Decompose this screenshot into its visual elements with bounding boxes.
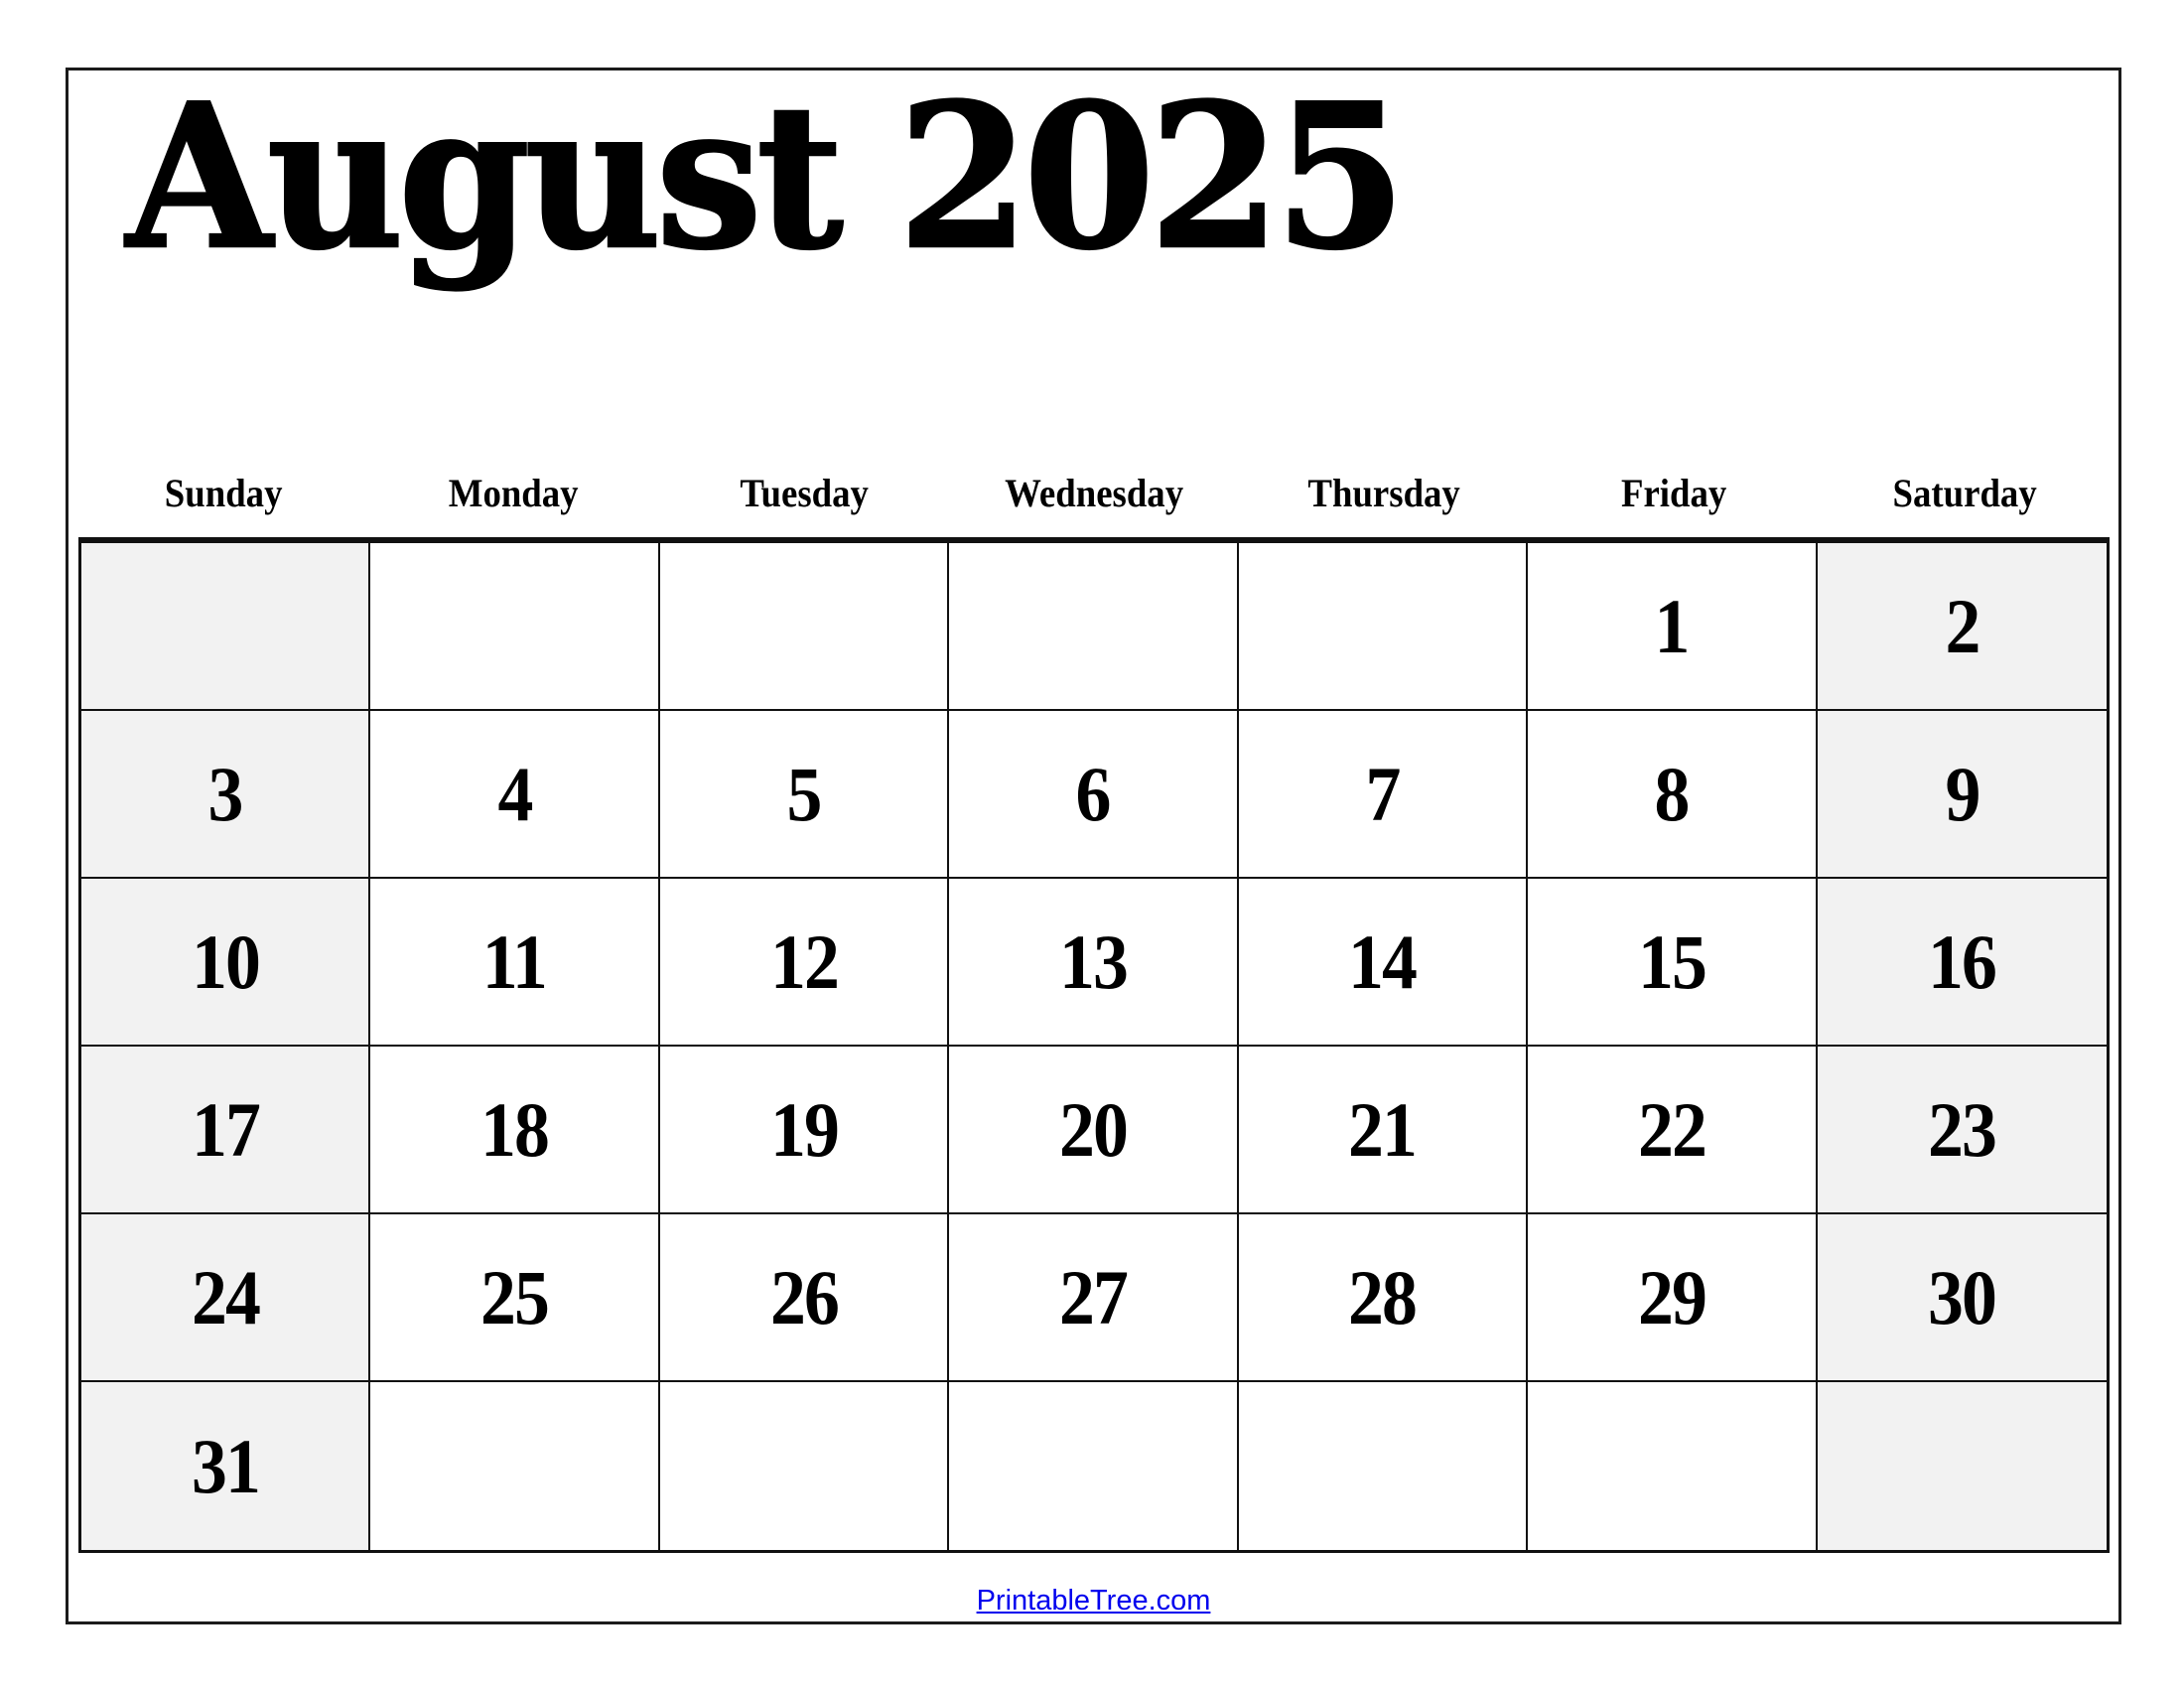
day-cell (660, 1214, 949, 1382)
day-cell (949, 879, 1238, 1047)
day-number: 5 (786, 750, 821, 837)
day-number: 12 (769, 917, 838, 1005)
day-number: 2 (1945, 582, 1979, 669)
day-number: 24 (191, 1253, 259, 1340)
day-cell (81, 1382, 370, 1550)
day-cell (1528, 543, 1817, 711)
day-number: 15 (1637, 917, 1706, 1005)
weekday-header-sunday: Sunday (164, 470, 283, 515)
day-number: 9 (1945, 750, 1979, 837)
day-number: 23 (1928, 1085, 1996, 1173)
day-cell (1239, 879, 1528, 1047)
day-cell (81, 543, 370, 711)
day-cell (1239, 543, 1528, 711)
day-cell (949, 1214, 1238, 1382)
day-number: 17 (191, 1085, 259, 1173)
day-number: 19 (769, 1085, 838, 1173)
day-cell (370, 879, 659, 1047)
day-number: 27 (1058, 1253, 1128, 1340)
day-cell (1239, 1382, 1528, 1550)
weekday-header-thursday: Thursday (1307, 470, 1460, 515)
day-cell (81, 879, 370, 1047)
day-cell (1818, 1382, 2107, 1550)
day-cell (81, 1047, 370, 1214)
day-cell (949, 1047, 1238, 1214)
day-cell (1818, 711, 2107, 879)
day-cell (949, 543, 1238, 711)
calendar-grid (78, 537, 2110, 1553)
day-number: 31 (191, 1422, 259, 1509)
day-cell (1528, 1214, 1817, 1382)
day-cell (660, 543, 949, 711)
day-cell (1818, 1047, 2107, 1214)
weekday-header-wednesday: Wednesday (1004, 470, 1183, 515)
weekday-header-row (78, 468, 2110, 517)
day-cell (370, 711, 659, 879)
footer (68, 1585, 2118, 1618)
day-cell (1239, 711, 1528, 879)
day-number: 18 (480, 1085, 549, 1173)
day-cell (1818, 879, 2107, 1047)
day-cell (660, 1382, 949, 1550)
day-cell (81, 1214, 370, 1382)
day-cell (660, 1047, 949, 1214)
day-number: 28 (1348, 1253, 1417, 1340)
printabletree-link[interactable]: PrintableTree.com (976, 1585, 1211, 1617)
day-cell (1528, 1047, 1817, 1214)
day-cell (1239, 1214, 1528, 1382)
day-number: 20 (1058, 1085, 1128, 1173)
weekday-header-friday: Friday (1621, 470, 1727, 515)
day-cell (1528, 711, 1817, 879)
day-number: 11 (482, 917, 547, 1005)
day-cell (370, 1047, 659, 1214)
day-cell (949, 711, 1238, 879)
day-number: 25 (480, 1253, 549, 1340)
day-number: 4 (497, 750, 532, 837)
day-cell (660, 711, 949, 879)
day-cell (660, 879, 949, 1047)
day-number: 30 (1928, 1253, 1996, 1340)
day-number: 14 (1348, 917, 1417, 1005)
page-frame (66, 61, 2121, 1624)
day-number: 26 (769, 1253, 838, 1340)
day-number: 29 (1637, 1253, 1706, 1340)
day-cell (370, 1382, 659, 1550)
day-number: 21 (1348, 1085, 1417, 1173)
day-number: 22 (1637, 1085, 1706, 1173)
day-cell (1239, 1047, 1528, 1214)
day-cell (1528, 879, 1817, 1047)
page-title: August 2025 (126, 61, 1401, 294)
day-cell (1818, 543, 2107, 711)
day-number: 3 (207, 750, 242, 837)
day-number: 8 (1654, 750, 1689, 837)
day-cell (1528, 1382, 1817, 1550)
day-number: 10 (191, 917, 259, 1005)
day-number: 13 (1058, 917, 1128, 1005)
day-number: 1 (1654, 582, 1689, 669)
day-cell (1818, 1214, 2107, 1382)
weekday-header-monday: Monday (448, 470, 579, 515)
weekday-header-saturday: Saturday (1892, 470, 2037, 515)
day-cell (370, 543, 659, 711)
day-cell (81, 711, 370, 879)
day-number: 16 (1928, 917, 1996, 1005)
day-number: 6 (1075, 750, 1111, 837)
day-cell (370, 1214, 659, 1382)
day-number: 7 (1365, 750, 1400, 837)
weekday-header-tuesday: Tuesday (739, 470, 869, 515)
day-cell (949, 1382, 1238, 1550)
